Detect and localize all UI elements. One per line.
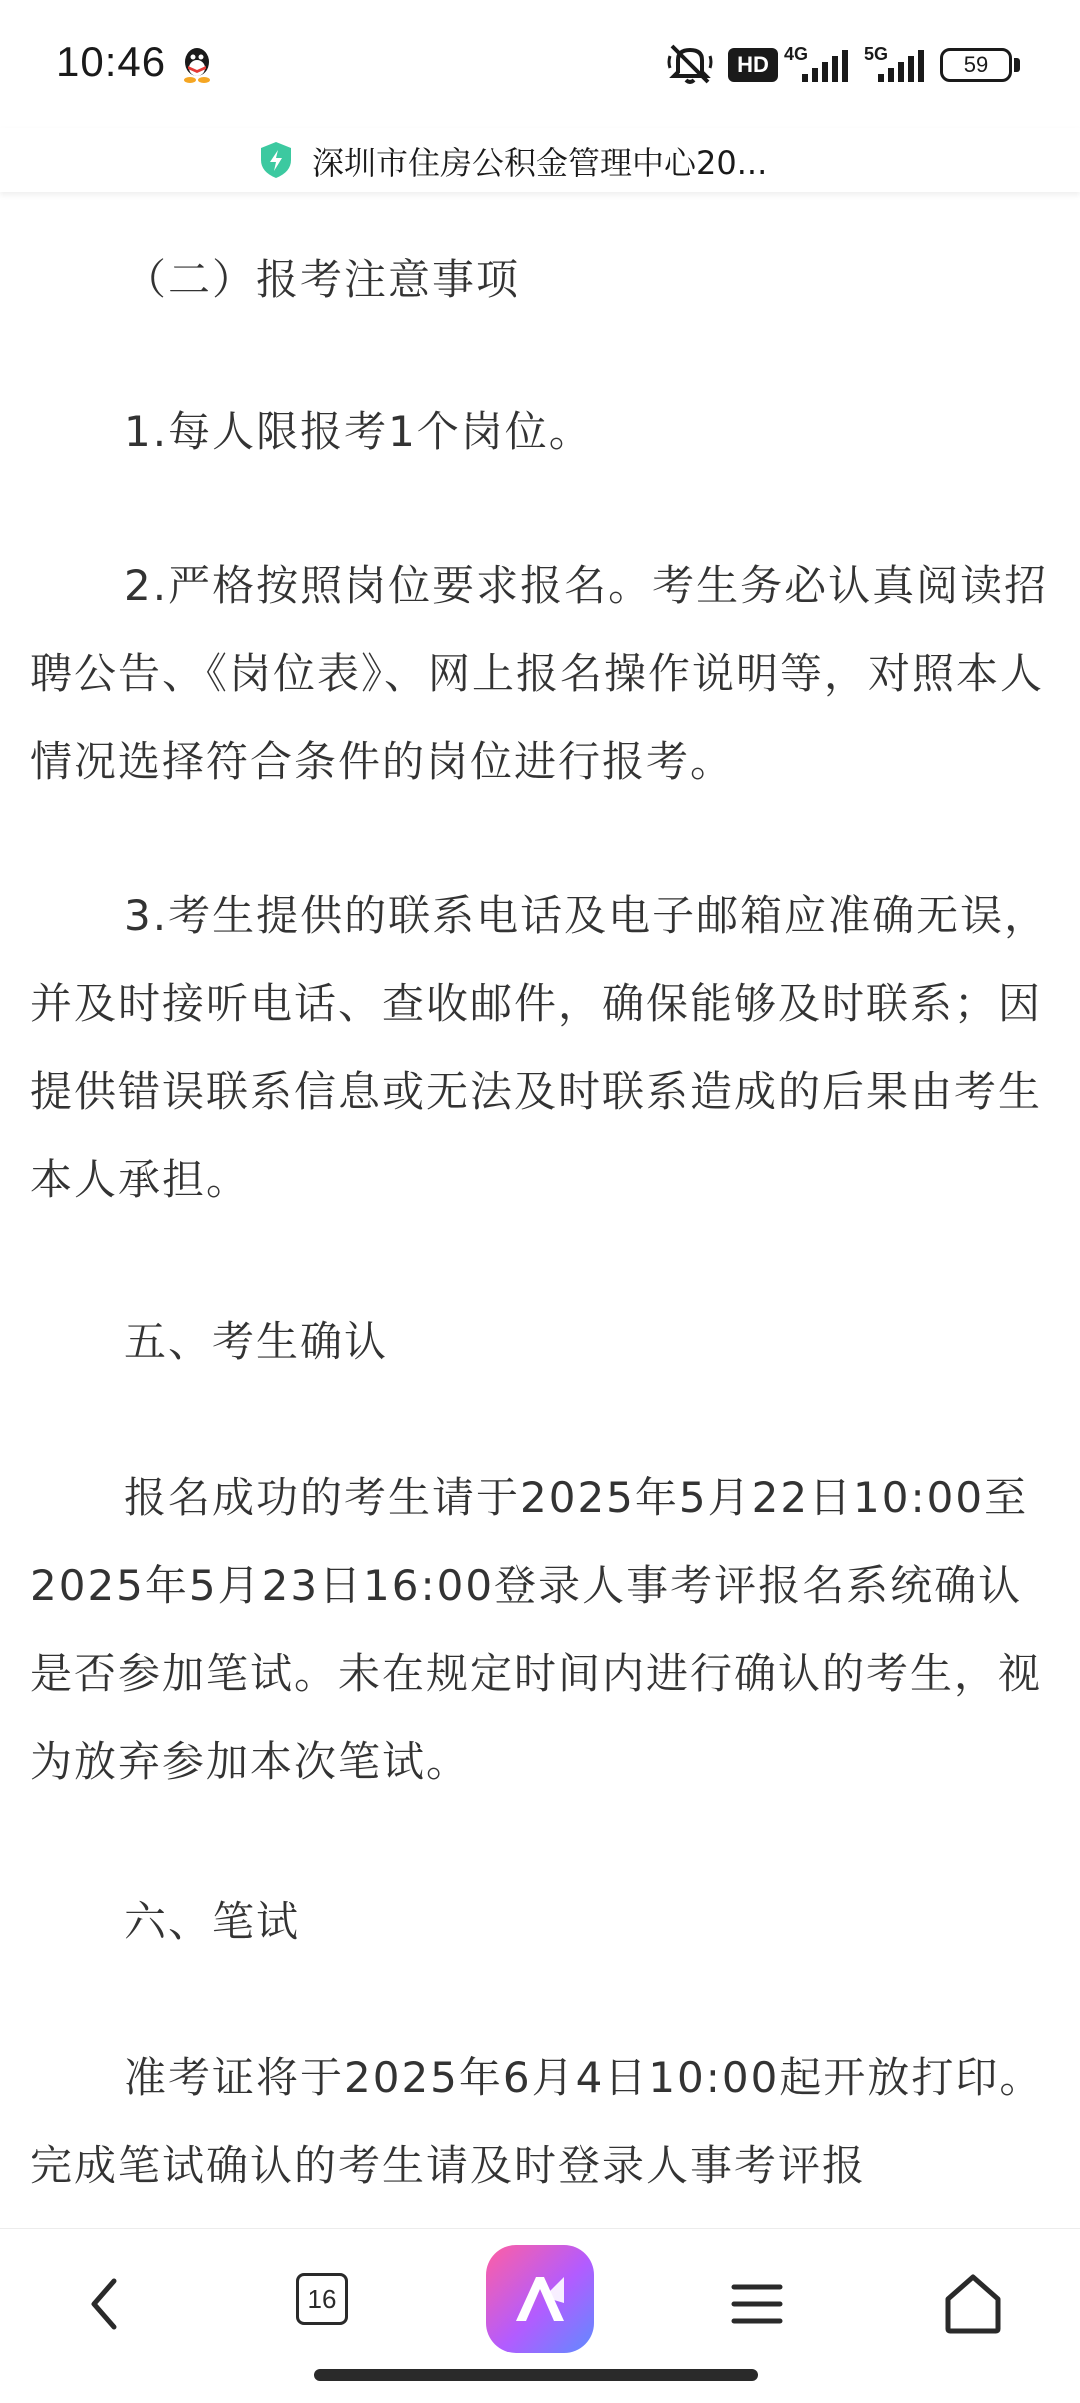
notice-item-3: 3.考生提供的联系电话及电子邮箱应准确无误，并及时接听电话、查收邮件，确保能够及时联系；因提供错误联系信息或无法及时联系造成的后果由考生本人承担。 — [30, 891, 1049, 1204]
signal-5g-icon — [876, 48, 928, 84]
signal-4g-icon — [800, 48, 852, 84]
net-4g-label: 4G — [784, 44, 809, 64]
battery-icon — [940, 48, 1012, 82]
section-6-body: 准考证将于2025年6月4日10:00起开放打印。完成笔试确认的考生请及时登录人事考评报 — [30, 2053, 1044, 2190]
notice-item-2: 2.严格按照岗位要求报名。考生务必认真阅读招聘公告、《岗位表》、网上报名操作说明等，对照本人情况选择符合条件的岗位进行报考。 — [30, 561, 1049, 786]
hd-icon: HD — [728, 48, 778, 82]
qq-icon — [180, 44, 214, 84]
subsection-heading: （二）报考注意事项 — [124, 255, 521, 304]
mute-icon — [666, 42, 714, 86]
article-content — [0, 192, 1080, 2228]
notice-item-1: 1.每人限报考1个岗位。 — [124, 407, 593, 456]
gesture-bar[interactable] — [314, 2369, 758, 2381]
status-bar — [0, 0, 1080, 128]
net-5g-label: 5G — [864, 44, 889, 64]
page-title-bar[interactable] — [0, 128, 1080, 192]
section-6-title: 六、笔试 — [124, 1897, 301, 1946]
battery-level: 59 — [963, 52, 989, 77]
home-icon[interactable] — [928, 2259, 1018, 2349]
ai-glyph-icon — [486, 2245, 594, 2353]
tabs-icon[interactable]: 16 — [296, 2273, 348, 2325]
shield-icon — [258, 140, 294, 180]
section-5-body: 报名成功的考生请于2025年5月22日10:00至2025年5月23日16:00登录人事考评报名系统确认是否参加笔试。未在规定时间内进行确认的考生，视为放弃参加本次笔试。 — [30, 1473, 1043, 1786]
menu-icon[interactable] — [712, 2259, 802, 2349]
battery-tip — [1014, 58, 1020, 72]
bottom-nav — [0, 2228, 1080, 2403]
section-5-title: 五、考生确认 — [124, 1317, 389, 1366]
back-icon[interactable] — [62, 2259, 152, 2349]
page-title: 深圳市住房公积金管理中心20... — [312, 144, 768, 182]
ai-assistant-icon[interactable] — [486, 2245, 594, 2353]
status-time: 10:46 — [56, 38, 167, 85]
